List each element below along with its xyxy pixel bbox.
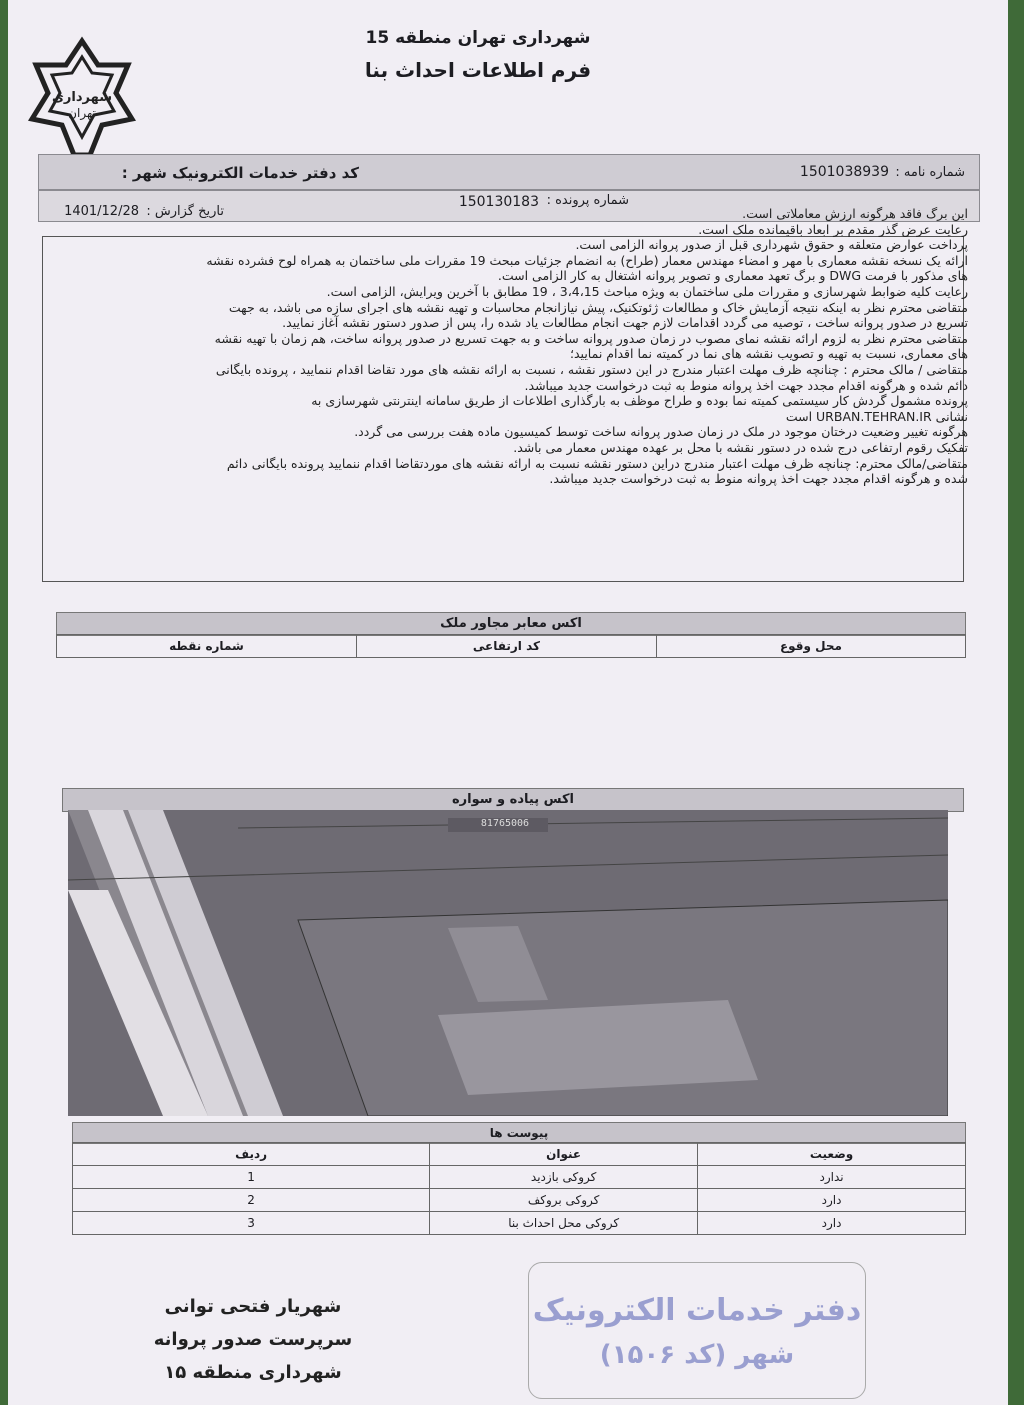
note-line: های معماری، نسبت به تهیه و تصویب نقشه های نما در کمیته نما اقدام نمایید؛ (570, 346, 968, 362)
row-no: 1 (73, 1166, 430, 1189)
file-no-label: شماره پرونده : (546, 193, 629, 208)
note-line: پرونده مشمول گردش کار سیستمی کمیته نما بوده و طراح موظف به بارگذاری اطلاعات از طریق سامانه اینترنتی شهرسازی به (311, 393, 968, 409)
map-section-title: اکس پیاده و سواره (62, 788, 964, 812)
signer-role: سرپرست صدور پروانه (153, 1329, 353, 1350)
report-date-value: 1401/12/28 (64, 204, 139, 219)
file-no-value: 150130183 (458, 194, 539, 210)
note-line: تسریع در صدور پروانه ساخت ، توصیه می گردد اقدامات لازم جهت انجام مطالعات یاد شده را، پس از صدور دستور نقشه آغاز نمایید. (282, 315, 968, 331)
office-stamp (528, 1262, 866, 1399)
note-line: متقاضی محترم نظر به اینکه نتیجه آزمایش خاک و مطالعات ژئوتکنیک، پیش نیازانجام محاسبات و تهیه نقشه های اجرای سازه می باشد، به جهت (228, 299, 968, 315)
signer-name: شهریار فتحی توانی (164, 1296, 342, 1317)
svg-text:شهرداری: شهرداری (52, 90, 112, 105)
note-line: های مذکور با فرمت DWG و برگ تعهد معماری و تصویر پروانه اشتغال به کار الزامی است. (497, 268, 968, 284)
form-sheet (8, 0, 1008, 1405)
row-title: کروکی بروکف (430, 1189, 698, 1212)
col-point-no: شماره نقطه (57, 635, 357, 658)
site-map (68, 810, 948, 1116)
note-line: پرداخت عوارض متعلقه و حقوق شهرداری قبل از صدور پروانه الزامی است. (575, 237, 968, 253)
stamp-line-2: شهر (کد ۱۵۰۶) (599, 1340, 795, 1370)
row-status: دارد (698, 1189, 966, 1212)
table-header-row (73, 1143, 966, 1166)
note-line: متقاضی / مالک محترم : چنانچه ظرف مهلت اعتبار مندرج در این دستور نقشه ، نسبت به ارائه نقشه های مورد تقاضا اقدام ننمایید ، پرونده بایگانی (215, 361, 968, 377)
row-no: 3 (73, 1212, 430, 1235)
col-row-no: ردیف (73, 1143, 430, 1166)
row-status: دارد (698, 1212, 966, 1235)
table-header-row (57, 635, 966, 658)
note-line: نشانی URBAN.TEHRAN.IR است (785, 408, 968, 424)
note-line: متقاضی محترم نظر به لزوم ارائه نقشه نمای مصوب در زمان صدور پروانه ساخت و به جهت تسریع در صدور پروانه ساخت، هم زمان با تهیه نقشه (214, 330, 968, 346)
notes-list (46, 206, 976, 487)
note-line: رعایت عرض گذر مقدم بر ابعاد باقیمانده ملک است. (698, 221, 968, 237)
row-title: کروکی محل احداث بنا (430, 1212, 698, 1235)
row-no: 2 (73, 1189, 430, 1212)
attachments-table (72, 1142, 966, 1235)
note-line: رعایت کلیه ضوابط شهرسازی و مقررات ملی ساختمان به ویژه مباحث 3،4،15 ، 19 مطابق با آخرین ویرایش، الزامی است. (326, 283, 968, 299)
table-row (73, 1212, 966, 1235)
municipality-title: شهرداری تهران منطقه 15 (365, 28, 591, 48)
attachments-title: پیوست ها (72, 1122, 966, 1144)
adjacent-section-title: اکس معابر مجاور ملک (56, 612, 966, 636)
note-line: شده و هرگونه اقدام مجدد جهت اخذ پروانه منوط به ثبت درخواست جدید میباشد. (549, 471, 968, 487)
note-line: این برگ فاقد هرگونه ارزش معاملاتی است. (742, 206, 968, 221)
note-line: متقاضی/مالک محترم: چنانچه ظرف مهلت اعتبار مندرج دراین دستور نقشه نسبت به ارائه نقشه های موردتقاضا اقدام ننمایید پرونده بایگانی دائم (226, 455, 968, 471)
form-title: فرم اطلاعات احداث بنا (364, 58, 592, 82)
report-date-label: تاریخ گزارش : (146, 204, 224, 219)
note-line: دائم شده و هرگونه اقدام مجدد جهت اخذ پروانه منوط به ثبت درخواست جدید میباشد. (524, 377, 968, 393)
map-code: 81765006 (480, 818, 530, 829)
table-row (73, 1189, 966, 1212)
row-title: کروکی بازدید (430, 1166, 698, 1189)
notes-block (36, 200, 976, 590)
stamp-line-1: دفتر خدمات الکترونیک (532, 1293, 862, 1328)
site-map-graphic (68, 810, 948, 1116)
signer-org: شهرداری منطقه ۱۵ (164, 1362, 342, 1383)
row-status: ندارد (698, 1166, 966, 1189)
adjacent-table (56, 634, 966, 658)
letter-no-value: 1501038939 (799, 164, 889, 180)
office-code-label: کد دفتر خدمات الکترونیک شهر : (121, 164, 359, 182)
col-title: عنوان (430, 1143, 698, 1166)
letter-no-label: شماره نامه : (895, 165, 965, 180)
col-status: وضعیت (698, 1143, 966, 1166)
col-elevation-code: کد ارتفاعی (356, 635, 656, 658)
col-location: محل وقوع (656, 635, 965, 658)
meta-row-1 (38, 154, 980, 190)
signature-block (138, 1290, 368, 1389)
note-line: هرگونه تغییر وضعیت درختان موجود در ملک در زمان صدور پروانه ساخت توسط کمیسیون ماده هفت بررسی می گردد. (354, 424, 968, 440)
tehran-municipality-logo-icon (28, 35, 136, 163)
svg-text:تهران: تهران (68, 106, 96, 120)
note-line: تفکیک رقوم ارتفاعی درج شده در دستور نقشه با محل بر عهده مهندس معمار می باشد. (513, 439, 968, 455)
table-row (73, 1166, 966, 1189)
note-line: ارائه یک نسخه نقشه معماری با مهر و امضاء مهندس معمار (طراح) به انضمام جزئیات مبحث 19 مقررات ملی ساختمان به همراه لوح فشرده نقشه (206, 252, 968, 268)
